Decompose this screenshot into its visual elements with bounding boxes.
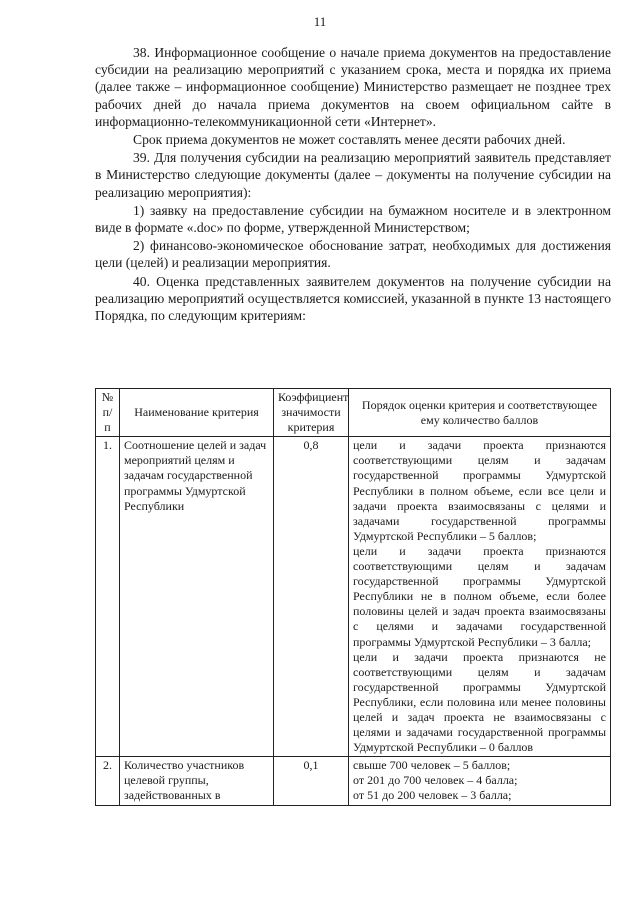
header-num: № п/п xyxy=(96,389,120,437)
paragraph-39: 39. Для получения субсидии на реализацию мероприятий заявитель представляет в Министерство следующие документы (далее – документы на получение субсидии на реализацию мероприятия): xyxy=(95,150,611,200)
body-text xyxy=(95,44,611,324)
row-1-name: Соотношение целей и задач мероприятий целям и задачам государственной программы Удмуртской Республики xyxy=(120,437,274,757)
row-2-coef: 0,1 xyxy=(274,757,349,805)
row-2-order-item: от 51 до 200 человек – 3 балла; xyxy=(353,788,512,803)
row-1-order-item: цели и задачи проекта признаются соответствующими целям и задачам государственной программы Удмуртской Республики в полном объеме, если все цели и задачи проекта взаимосвязаны с целями и задачами государственной программы Удмуртской Республики – 5 баллов; xyxy=(353,438,606,543)
row-2-name: Количество участников целевой группы, задействованных в xyxy=(120,757,274,805)
row-1-order-item: цели и задачи проекта признаются не соответствующими целям и задачам государственной программы Удмуртской Республики, если половина или менее половины целей и задач проекта не взаимосвязаны с целями и задачами государственной программы Удмуртской Республики – 0 баллов xyxy=(353,649,606,755)
paragraph-39-item-2: 2) финансово-экономическое обоснование затрат, необходимых для достижения цели (целей) и реализации мероприятия. xyxy=(95,238,611,271)
row-1-order-item: цели и задачи проекта признаются соответствующими целям и задачам государственной программы Удмуртской Республики не в полном объеме, если более половины целей и задач проекта взаимосвязаны с целями и задачами государственной программы Удмуртской Республики – 3 балла; xyxy=(353,543,606,649)
table-row xyxy=(96,437,611,757)
row-2-order-item: от 201 до 700 человек – 4 балла; xyxy=(353,773,518,788)
table-row xyxy=(96,757,611,805)
row-2-order-item: свыше 700 человек – 5 баллов; xyxy=(353,758,511,773)
row-1-order xyxy=(349,437,611,757)
page-number: 11 xyxy=(313,14,327,29)
header-order: Порядок оценки критерия и соответствующее ему количество баллов xyxy=(349,389,611,437)
paragraph-deadline: Срок приема документов не может составлять менее десяти рабочих дней. xyxy=(133,132,566,148)
row-1-coef: 0,8 xyxy=(274,437,349,757)
row-2-num: 2. xyxy=(96,757,120,805)
row-1-num: 1. xyxy=(96,437,120,757)
header-coef: Коэффициент значимости критерия xyxy=(274,389,349,437)
paragraph-40: 40. Оценка представленных заявителем документов на получение субсидии на реализацию мероприятий осуществляется комиссией, указанной в пункте 13 настоящего Порядка, по следующим критериям: xyxy=(95,273,611,324)
row-2-order xyxy=(349,757,611,805)
paragraph-38: 38. Информационное сообщение о начале приема документов на предоставление субсидии на реализацию мероприятий с указанием срока, места и порядка их приема (далее также – информационное сообщение) Министерство размещает не позднее трех рабочих дней до начала приема документов на своем официальном сайте в информационно-телекоммуникационной сети «Интернет». xyxy=(95,45,611,129)
table-header-row xyxy=(96,389,611,437)
criteria-table xyxy=(95,388,611,806)
header-name: Наименование критерия xyxy=(120,389,274,437)
paragraph-39-item-1: 1) заявку на предоставление субсидии на бумажном носителе и в электронном виде в формате «.doc» по форме, утвержденной Министерством; xyxy=(95,202,611,236)
